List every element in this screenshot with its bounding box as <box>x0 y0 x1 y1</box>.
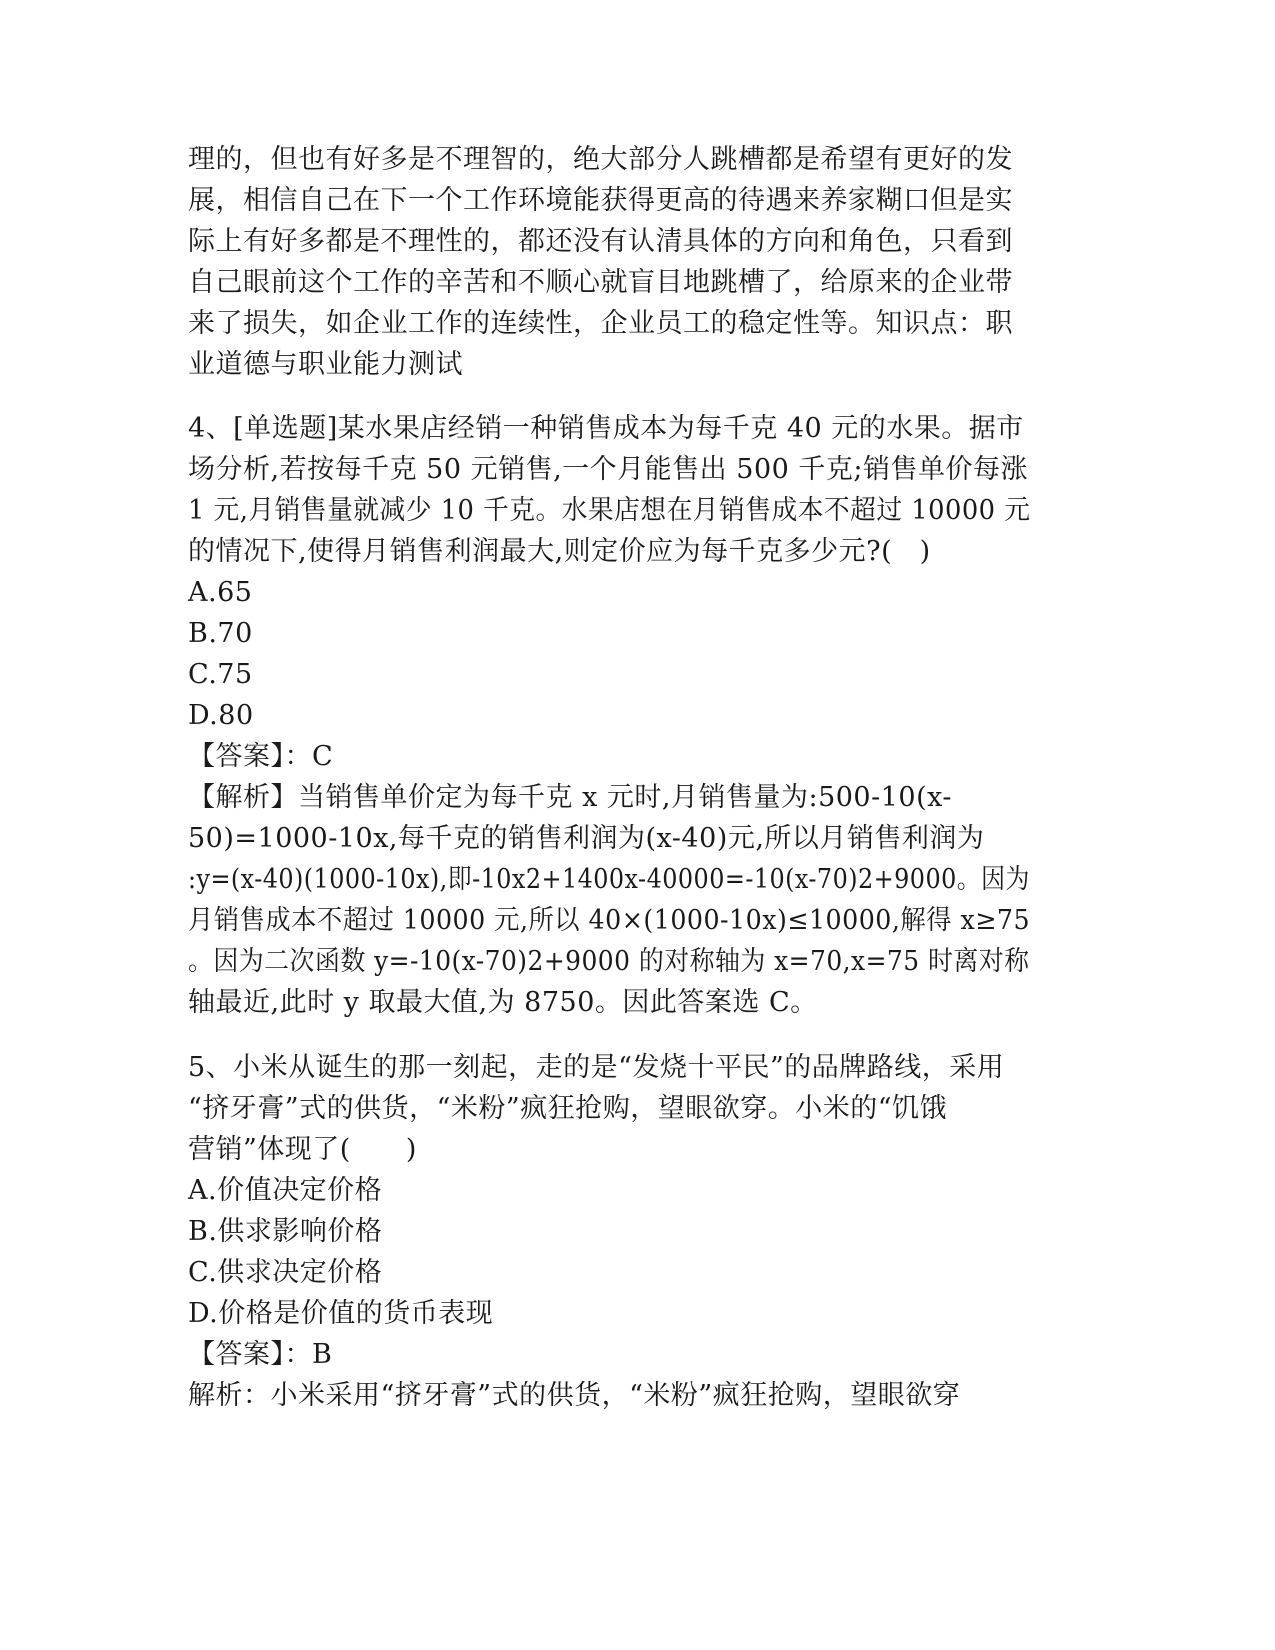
question-5-analysis-line: 解析：小米采用“挤牙膏”式的供货，“米粉”疯狂抢购，望眼欲穿 <box>188 1380 961 1411</box>
question-4-analysis-line: 轴最近,此时 y 取最大值,为 8750。因此答案选 C。 <box>188 987 818 1018</box>
question-4-option-a: A.65 <box>188 577 253 608</box>
question-4-option-c: C.75 <box>188 659 253 690</box>
question-5-stem-line: 5、小米从诞生的那一刻起，走的是“发烧十平民”的品牌路线，采用 <box>188 1052 1005 1083</box>
question-4-analysis-line: 50)=1000-10x,每千克的销售利润为(x-40)元,所以月销售利润为 <box>188 823 985 854</box>
question-5-option-a: A.价值决定价格 <box>188 1175 383 1206</box>
paragraph-line: 自己眼前这个工作的辛苦和不顺心就盲目地跳槽了，给原来的企业带 <box>188 267 1013 298</box>
paragraph-line: 来了损失，如企业工作的连续性，企业员工的稳定性等。知识点：职 <box>188 308 1013 339</box>
question-4-stem-line: 场分析,若按每千克 50 元销售,一个月能售出 500 千克;销售单价每涨 <box>188 454 1028 485</box>
question-5-option-d: D.价格是价值的货币表现 <box>188 1298 494 1329</box>
question-4-analysis-line: 【解析】当销售单价定为每千克 x 元时,月销售量为:500-10(x- <box>188 782 952 813</box>
paragraph-line: 理的，但也有好多是不理智的，绝大部分人跳槽都是希望有更好的发 <box>188 144 1013 175</box>
question-4-analysis-line: 。因为二次函数 y=-10(x-70)2+9000 的对称轴为 x=70,x=75 时离对称 <box>188 946 1030 977</box>
question-4-stem-line: 的情况下,使得月销售利润最大,则定价应为每千克多少元?( ) <box>188 536 931 567</box>
question-4-stem-line: 1 元,月销售量就减少 10 千克。水果店想在月销售成本不超过 10000 元 <box>188 495 1031 526</box>
paragraph-line: 际上有好多都是不理性的，都还没有认清具体的方向和角色，只看到 <box>188 226 1013 257</box>
question-5-stem-line: 营销”体现了( ) <box>188 1134 417 1165</box>
question-4-analysis-line: 月销售成本不超过 10000 元,所以 40×(1000-10x)≤10000,解得 x≥75 <box>188 905 1031 936</box>
question-5-answer: 【答案】：B <box>188 1339 333 1370</box>
question-5-option-b: B.供求影响价格 <box>188 1216 383 1247</box>
question-4-analysis-line: :y=(x-40)(1000-10x),即-10x2+1400x-40000=-10(x-70)2+9000。因为 <box>188 864 1030 895</box>
question-5-option-c: C.供求决定价格 <box>188 1257 383 1288</box>
paragraph-line: 展，相信自己在下一个工作环境能获得更高的待遇来养家糊口但是实 <box>188 185 1013 216</box>
question-4-option-d: D.80 <box>188 700 254 731</box>
question-4-option-b: B.70 <box>188 618 253 649</box>
question-4-answer: 【答案】：C <box>188 741 334 772</box>
question-4-stem-line: 4、[单选题]某水果店经销一种销售成本为每千克 40 元的水果。据市 <box>188 413 1024 444</box>
question-5-stem-line: “挤牙膏”式的供货，“米粉”疯狂抢购，望眼欲穿。小米的“饥饿 <box>188 1093 948 1124</box>
paragraph-line: 业道德与职业能力测试 <box>188 349 463 380</box>
